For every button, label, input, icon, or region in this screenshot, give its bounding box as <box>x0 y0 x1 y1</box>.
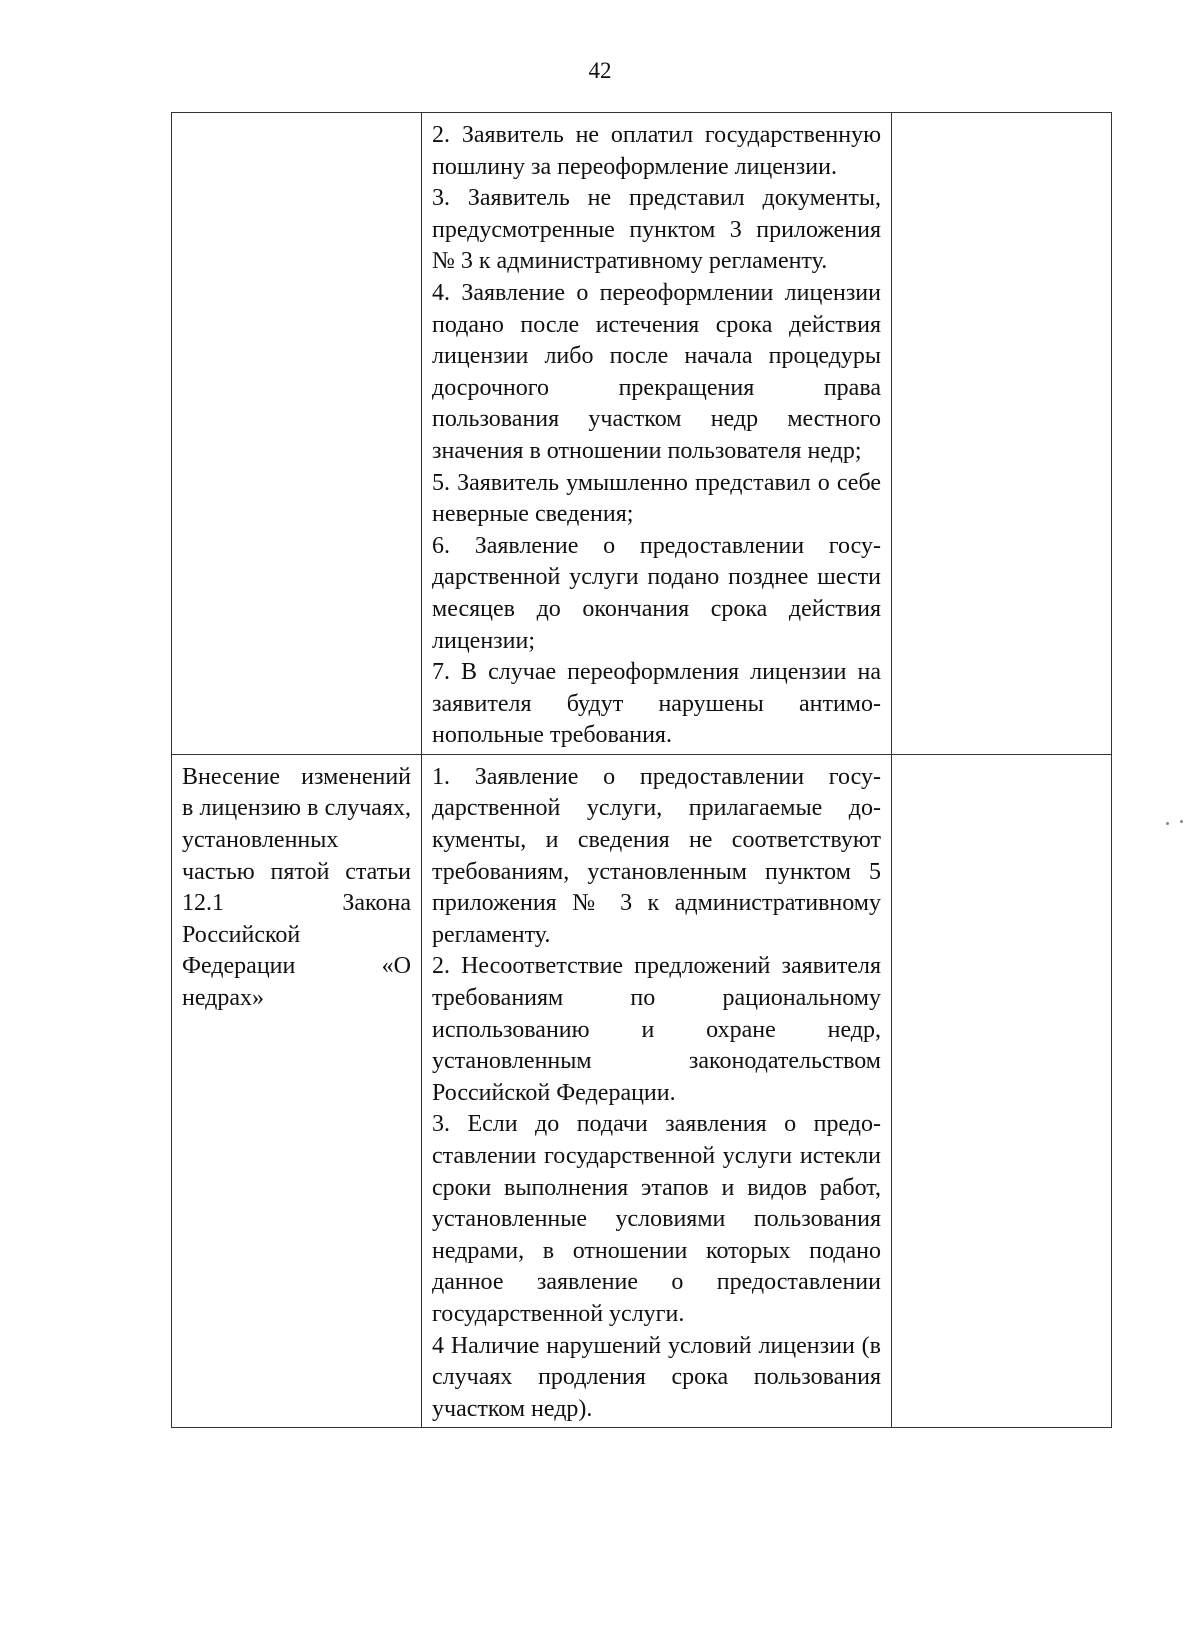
reasons-cell <box>422 113 892 755</box>
reason-item: 7. В случае переоформления лицензии на заявителя будут нарушены антимонопольные требования. <box>432 659 881 749</box>
note-cell <box>892 113 1112 755</box>
note-text <box>902 120 1101 121</box>
reason-item: 3. Заявитель не представил документы, предусмотренные пунктом 3 приложения № 3 к административному регламенту. <box>432 185 881 275</box>
reason-item: 4 Наличие нарушений условий лицензии (в случаях продления срока пользования участком недр). <box>432 1332 881 1422</box>
service-name: Внесение изменений в лицензию в случаях, установленных частью пятой статьи 12.1 Закона Российской Федерации «О недрах» <box>182 763 411 1012</box>
table-row <box>172 754 1112 1427</box>
reasons-cell <box>422 754 892 1427</box>
note-text <box>902 762 1101 763</box>
reason-item: 5. Заявитель умышленно представил о себе неверные сведения; <box>432 469 881 528</box>
scan-speck <box>1166 822 1169 825</box>
reason-item: 1. Заявление о предоставлении государственной услуги, прилагаемые документы, и сведения не соответствуют требованиям, установленным пунктом 5 приложения № 3 к административному регламенту. <box>432 763 881 948</box>
reason-item: 3. Если до подачи заявления о предоставлении государственной услуги истекли сроки выполнения этапов и видов работ, установленные условиями пользования недрами, в отношении которых подано данное заявление о предоставлении государственной услуги. <box>432 1111 881 1327</box>
table-row <box>172 113 1112 755</box>
reason-item: 4. Заявление о переоформлении лицензии подано после истечения срока действия лицензии либо после начала процедуры досрочного прекращения права пользования участком недр местного значения в отношении пользователя недр; <box>432 279 881 464</box>
service-cell <box>172 754 422 1427</box>
reason-item: 2. Несоответствие предложений заявителя требованиям по рациональному использованию и охране недр, установленным законодательством Российской Федерации. <box>432 953 881 1106</box>
scan-speck <box>1180 820 1183 823</box>
reason-item: 2. Заявитель не оплатил государственную пошлину за переоформление лицензии. <box>432 122 881 180</box>
note-cell <box>892 754 1112 1427</box>
reason-item: 6. Заявление о предоставлении государственной услуги подано позднее шести месяцев до окончания срока действия лицензии; <box>432 532 881 654</box>
refusal-grounds-table <box>171 112 1112 1428</box>
service-cell <box>172 113 422 755</box>
page-number: 42 <box>588 58 612 83</box>
